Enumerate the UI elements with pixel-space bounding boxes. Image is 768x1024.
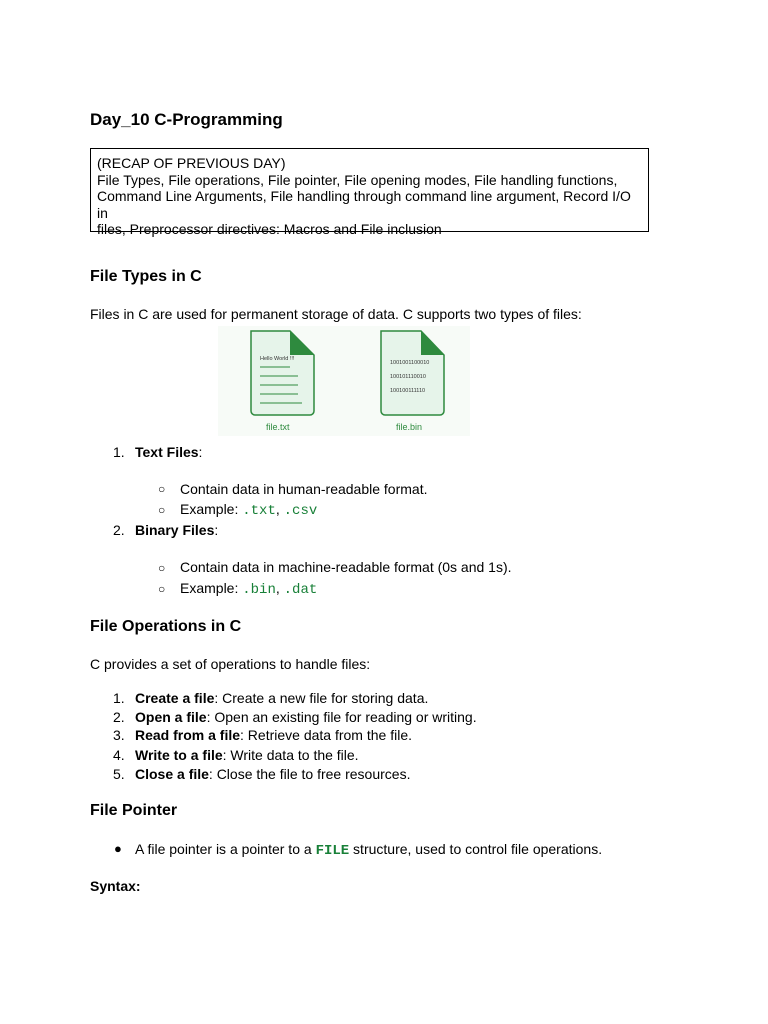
filled-bullet-icon: ● xyxy=(114,841,122,856)
text-files-example: Example: .txt, .csv xyxy=(180,501,318,519)
binary-files-term: Binary Files xyxy=(135,522,215,538)
ext-code: .txt xyxy=(242,503,276,519)
file-operations-intro: C provides a set of operations to handle files: xyxy=(90,656,371,672)
op-item-create: Create a file: Create a new file for storing data. xyxy=(135,690,429,706)
ext-code: .bin xyxy=(242,582,276,598)
list-number: 3. xyxy=(113,727,125,743)
list-number: 1. xyxy=(113,690,125,706)
binary-files-example: Example: .bin, .dat xyxy=(180,580,318,598)
op-item-write: Write to a file: Write data to the file. xyxy=(135,747,359,763)
ext-code: .csv xyxy=(283,503,318,519)
text-file-icon xyxy=(251,331,314,415)
hollow-bullet-icon: ○ xyxy=(158,582,166,596)
ext-code: .dat xyxy=(283,582,318,598)
recap-line-1: (RECAP OF PREVIOUS DAY) xyxy=(97,155,286,171)
bin-line-1: 1001001100010 xyxy=(390,360,430,366)
txt-file-label: file.txt xyxy=(266,422,290,432)
list-item-binary-files: Binary Files: xyxy=(135,522,219,538)
text-files-desc: Contain data in human-readable format. xyxy=(180,481,428,497)
txt-icon-inner-text: Hello World !!! xyxy=(260,356,295,362)
list-number: 1. xyxy=(113,444,125,460)
op-item-open: Open a file: Open an existing file for reading or writing. xyxy=(135,709,477,725)
file-types-figure xyxy=(218,326,470,436)
file-type-code: FILE xyxy=(315,843,350,859)
op-item-read: Read from a file: Retrieve data from the file. xyxy=(135,727,412,743)
syntax-label: Syntax: xyxy=(90,878,141,894)
binary-files-desc: Contain data in machine-readable format (0s and 1s). xyxy=(180,559,512,575)
list-number: 4. xyxy=(113,747,125,763)
file-pointer-bullet: A file pointer is a pointer to a FILE structure, used to control file operations. xyxy=(135,841,603,859)
list-number: 2. xyxy=(113,522,125,538)
list-number: 2. xyxy=(113,709,125,725)
file-types-heading: File Types in C xyxy=(90,268,202,285)
hollow-bullet-icon: ○ xyxy=(158,503,166,517)
file-pointer-heading: File Pointer xyxy=(90,802,178,819)
recap-box xyxy=(90,148,649,237)
text-files-term: Text Files xyxy=(135,444,199,460)
recap-line-4: files, Preprocessor directives: Macros and File inclusion xyxy=(97,221,442,237)
list-item-text-files: Text Files: xyxy=(135,444,203,460)
file-operations-heading: File Operations in C xyxy=(90,618,242,635)
document-title: Day_10 C-Programming xyxy=(90,110,283,129)
recap-line-2: File Types, File operations, File pointer, File opening modes, File handling functions, xyxy=(97,171,618,188)
bin-line-2: 100101110010 xyxy=(390,374,426,380)
file-types-intro: Files in C are used for permanent storage of data. C supports two types of files: xyxy=(90,306,582,322)
hollow-bullet-icon: ○ xyxy=(158,482,166,496)
binary-file-icon xyxy=(381,331,444,415)
recap-line-3: Command Line Arguments, File handling through command line argument, Record I/O in xyxy=(97,188,631,221)
bin-file-label: file.bin xyxy=(396,422,423,432)
hollow-bullet-icon: ○ xyxy=(158,561,166,575)
op-item-close: Close a file: Close the file to free resources. xyxy=(135,766,411,782)
bin-line-3: 100100111110 xyxy=(390,388,426,394)
file-icons-illustration xyxy=(218,326,470,436)
list-number: 5. xyxy=(113,766,125,782)
